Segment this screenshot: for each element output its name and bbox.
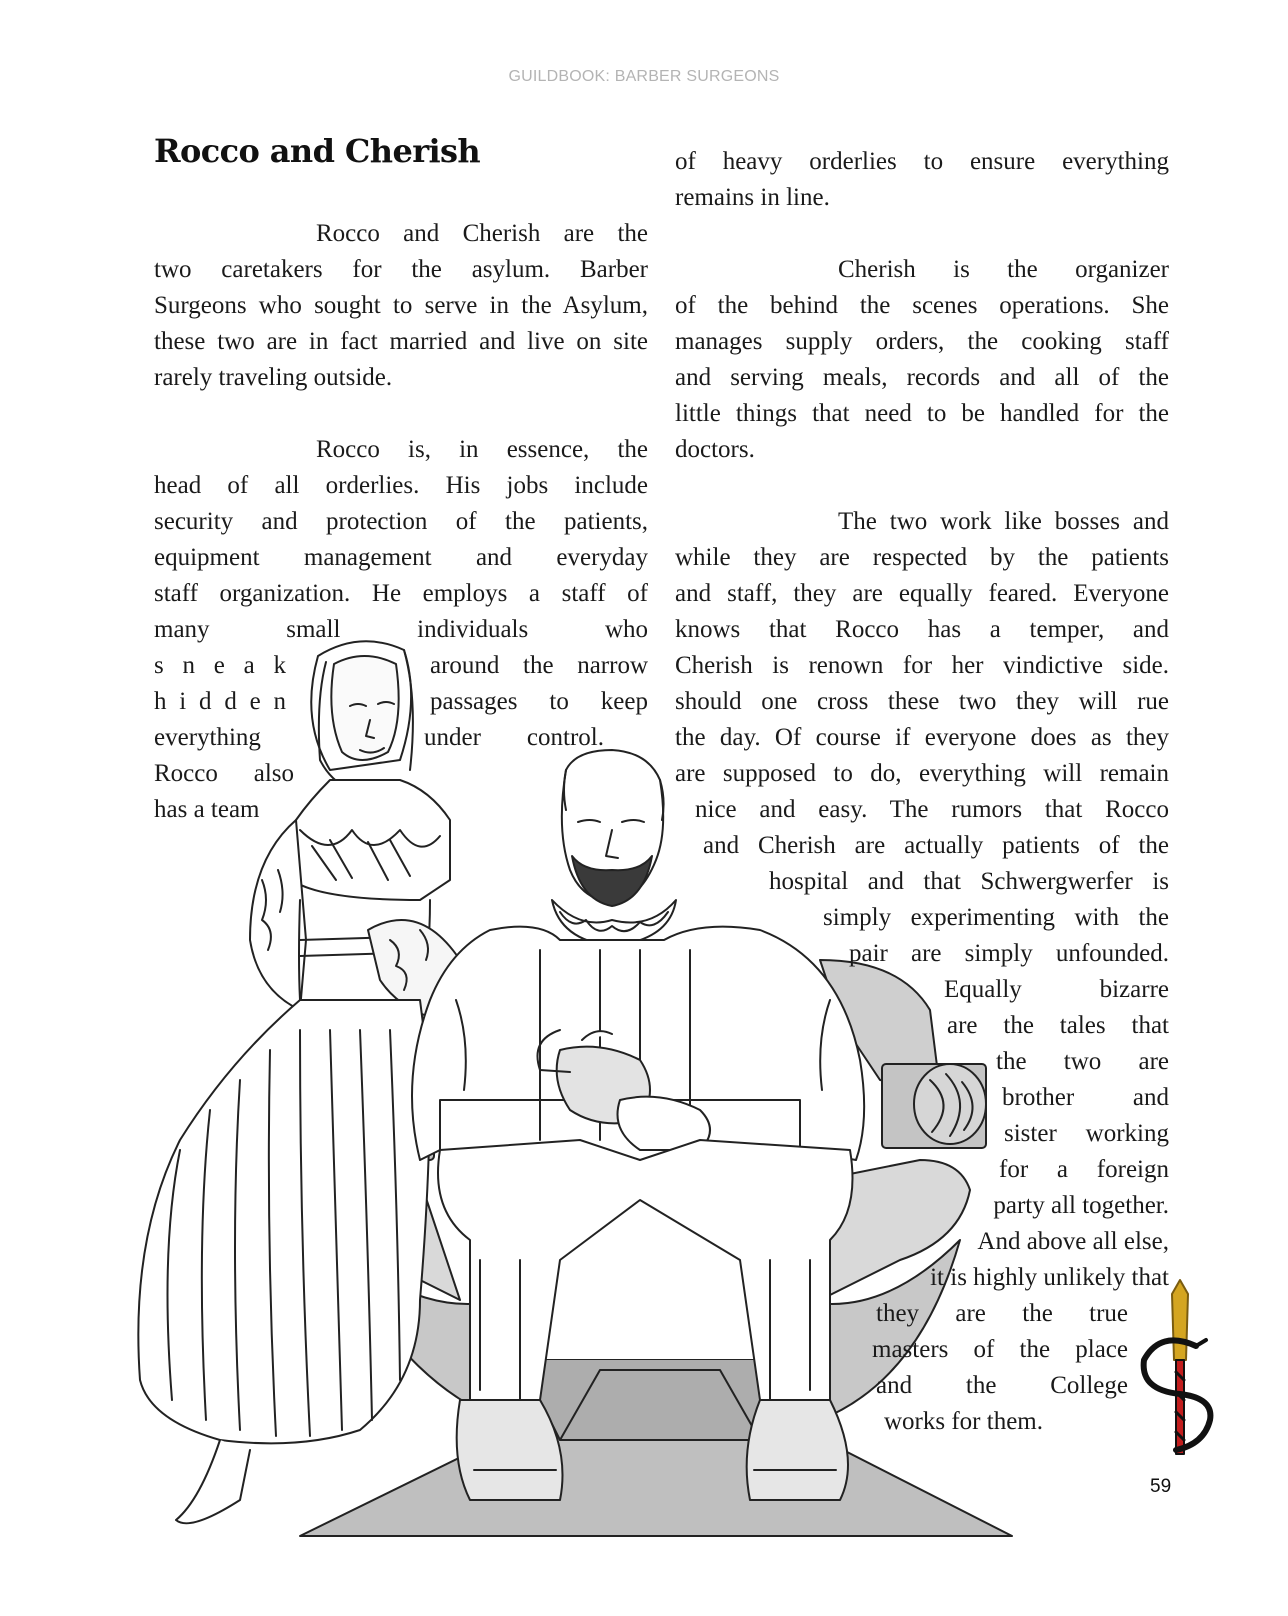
body-text-line: Rocco also	[154, 760, 294, 787]
body-text-line: of the behind the scenes operations. She	[675, 292, 1169, 319]
body-text-line: head of all orderlies. His jobs include	[154, 472, 648, 499]
body-text-line: these two are in fact married and live on site	[154, 328, 648, 355]
body-text-line: simply experimenting with the	[823, 904, 1169, 931]
body-text-line: Cherish is renown for her vindictive side.	[675, 652, 1169, 679]
body-text-line: The two work like bosses and	[838, 508, 1169, 535]
body-text-line: nice and easy. The rumors that Rocco	[695, 796, 1169, 823]
body-text-line: and serving meals, records and all of the	[675, 364, 1169, 391]
body-text-line: two caretakers for the asylum. Barber	[154, 256, 648, 283]
body-text-line: should one cross these two they will rue	[675, 688, 1169, 715]
body-text-line: sister working	[1004, 1120, 1169, 1147]
body-text-line: the day. Of course if everyone does as they	[675, 724, 1169, 751]
page-number: 59	[1150, 1476, 1172, 1497]
body-text-line: for a foreign	[999, 1156, 1169, 1183]
body-text-line: of heavy orderlies to ensure everything	[675, 148, 1169, 175]
body-text-line: are supposed to do, everything will remain	[675, 760, 1169, 787]
body-text-line: manages supply orders, the cooking staff	[675, 328, 1169, 355]
body-text-line: brother and	[1002, 1084, 1169, 1111]
body-text-line: Surgeons who sought to serve in the Asylum,	[154, 292, 648, 319]
body-text-line: Rocco is, in essence, the	[316, 436, 648, 463]
body-text-line: they are the true	[876, 1300, 1128, 1327]
body-text-line: h i d d e n	[154, 688, 286, 715]
body-text-line: Rocco and Cherish are the	[316, 220, 648, 247]
body-text-line: little things that need to be handled for the	[675, 400, 1169, 427]
body-text-line: rarely traveling outside.	[154, 364, 393, 391]
body-text-line: it is highly unlikely that	[930, 1264, 1169, 1291]
body-text-line: under control.	[424, 724, 604, 751]
section-title: Rocco and Cherish	[154, 132, 481, 170]
body-text-line: masters of the place	[872, 1336, 1128, 1363]
body-text-line: pair are simply unfounded.	[849, 940, 1169, 967]
body-text-line: party all together.	[993, 1192, 1169, 1219]
body-text-line: works for them.	[884, 1408, 1043, 1435]
body-text-line: everything	[154, 724, 261, 751]
body-text-line: security and protection of the patients,	[154, 508, 648, 535]
body-text-line: equipment management and everyday	[154, 544, 648, 571]
body-text-line: Equally bizarre	[944, 976, 1169, 1003]
body-text-line: staff organization. He employs a staff of	[154, 580, 648, 607]
body-text-line: and Cherish are actually patients of the	[703, 832, 1169, 859]
body-text-line: doctors.	[675, 436, 755, 463]
body-text-line: knows that Rocco has a temper, and	[675, 616, 1169, 643]
body-text-line: s n e a k	[154, 652, 286, 679]
body-text-line: while they are respected by the patients	[675, 544, 1169, 571]
sword-snake-emblem	[1144, 1280, 1211, 1454]
running-header: GUILDBOOK: BARBER SURGEONS	[508, 68, 780, 85]
body-text-line: And above all else,	[977, 1228, 1169, 1255]
body-text-line: and staff, they are equally feared. Everyone	[675, 580, 1169, 607]
body-text-line: around the narrow	[430, 652, 648, 679]
body-text-line: Cherish is the organizer	[838, 256, 1169, 283]
body-text-line: are the tales that	[947, 1012, 1169, 1039]
body-text-line: hospital and that Schwergwerfer is	[769, 868, 1169, 895]
body-text-line: the two are	[996, 1048, 1169, 1075]
body-text-line: and the College	[876, 1372, 1128, 1399]
body-text-line: has a team	[154, 796, 260, 823]
body-text-line: remains in line.	[675, 184, 830, 211]
body-text-line: passages to keep	[430, 688, 648, 715]
body-text-line: many small individuals who	[154, 616, 648, 643]
